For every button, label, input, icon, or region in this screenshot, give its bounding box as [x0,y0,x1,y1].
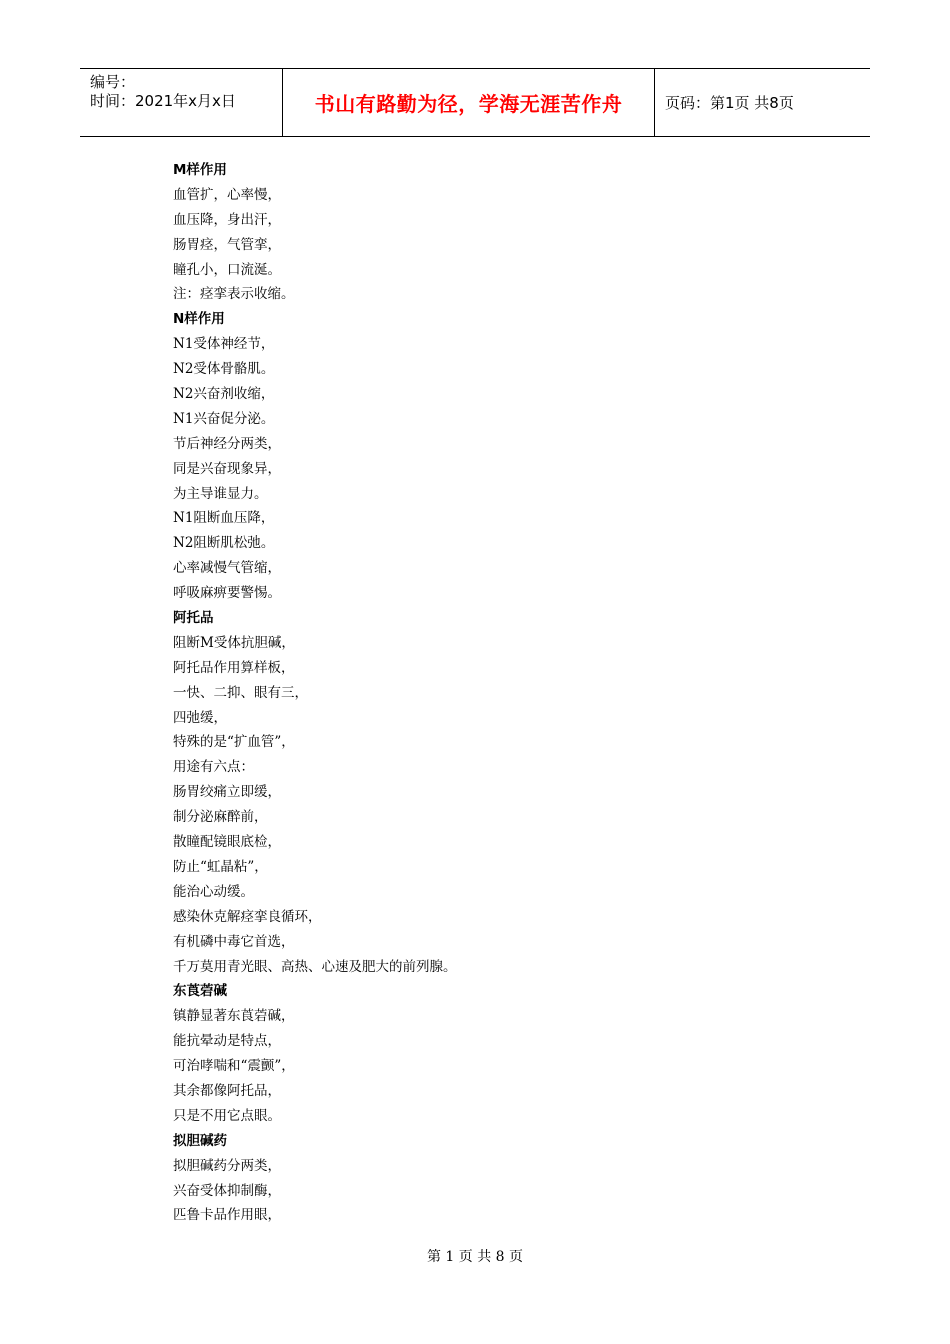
header-meta [80,69,282,136]
text-line: 拟胆碱药分两类， [173,1157,281,1174]
number-label: 编号： [90,73,136,91]
text-line: 为主导谁显力。 [173,485,268,502]
text-line: N2阻断肌松弛。 [173,535,275,552]
text-line: N1兴奋促分泌。 [173,410,275,427]
text-line: 只是不用它点眼。 [173,1107,281,1124]
text-line: 用途有六点： [173,759,254,776]
text-line: 感染休克解痉挛良循环， [173,908,322,925]
header-page-info: 页码：第1页 共8页 [665,94,794,112]
page-header [80,68,870,137]
text-line: 可治哮喘和“震颤”， [173,1058,295,1075]
text-line: N2受体骨骼肌。 [173,361,275,378]
section-heading: 东莨菪碱 [173,983,227,1000]
text-line: 其余都像阿托品， [173,1082,281,1099]
text-line: 四弛缓， [173,709,227,726]
text-line: 能治心动缓。 [173,883,254,900]
text-line: 散瞳配镜眼底检， [173,834,281,851]
text-line: 防止“虹晶粘”， [173,858,268,875]
text-line: 能抗晕动是特点， [173,1033,281,1050]
text-line: 镇静显著东莨菪碱， [173,1008,295,1025]
page-footer: 第 1 页 共 8 页 [426,1249,524,1265]
text-line: 呼吸麻痹要警惕。 [173,585,281,602]
text-line: 兴奋受体抑制酶， [173,1182,281,1199]
text-line: 千万莫用青光眼、高热、心速及肥大的前列腺。 [173,958,457,975]
time-label: 时间：2021年x月x日 [90,92,236,110]
text-line: 瞳孔小，口流涎。 [173,261,281,278]
text-line: 血压降，身出汗， [173,211,281,228]
text-line: 同是兴奋现象异， [173,460,281,477]
section-heading: 阿托品 [173,610,214,627]
text-line: N2兴奋剂收缩， [173,386,275,403]
text-line: 匹鲁卡品作用眼， [173,1207,281,1224]
text-line: 血管扩，心率慢， [173,186,281,203]
text-line: 心率减慢气管缩， [173,560,281,577]
text-line: 肠胃绞痛立即缓， [173,784,281,801]
text-line: 阻断M受体抗胆碱， [173,634,295,651]
text-line: 注：痉挛表示收缩。 [173,286,295,303]
text-line: 节后神经分两类， [173,435,281,452]
section-heading: N样作用 [173,311,225,328]
text-line: N1阻断血压降， [173,510,275,527]
header-motto: 书山有路勤为径，学海无涯苦作舟 [282,69,655,136]
text-line: 制分泌麻醉前， [173,809,268,826]
text-line: 有机磷中毒它首选， [173,933,295,950]
document-body [173,158,793,1228]
text-line: 特殊的是“扩血管”， [173,734,295,751]
section-heading: 拟胆碱药 [173,1132,227,1149]
text-line: 肠胃痉，气管挛， [173,236,281,253]
text-line: 一快、二抑、眼有三， [173,684,308,701]
section-heading: M样作用 [173,162,227,178]
text-line: N1受体神经节， [173,336,275,353]
text-line: 阿托品作用算样板， [173,659,295,676]
